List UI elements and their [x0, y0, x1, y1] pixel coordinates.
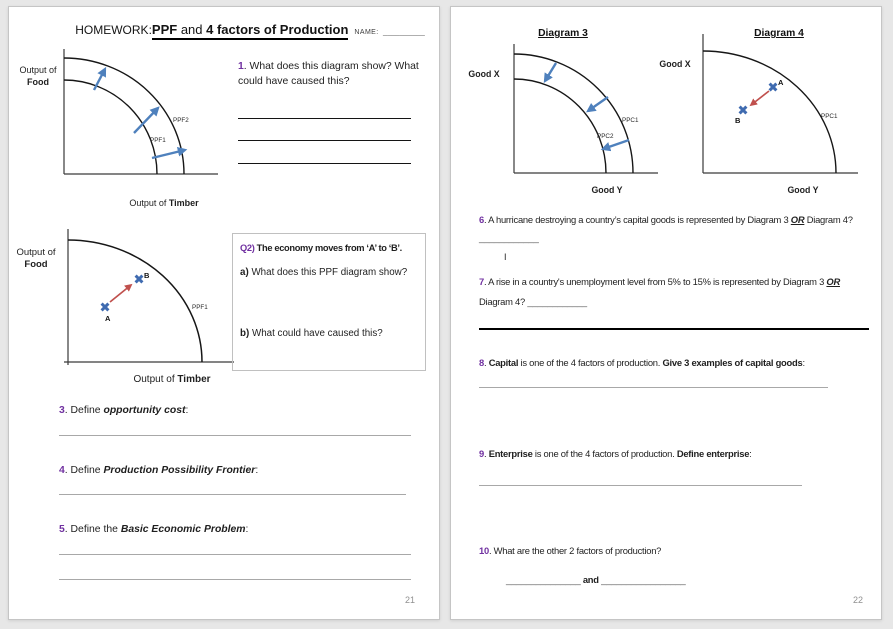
- d3-x-axis-label: Good Y: [591, 185, 623, 195]
- q4-number: 4: [59, 465, 65, 476]
- diagram-3-title: Diagram 3: [538, 28, 588, 39]
- d1-xlabel-bold: Timber: [168, 198, 199, 208]
- d4-x-axis-label: Good Y: [787, 185, 819, 195]
- d4-arrow-a-to-b: [751, 91, 769, 105]
- q9-mid: is one of the 4 factors of production.: [532, 448, 677, 459]
- d2-xlabel-pre: Output of: [133, 374, 178, 385]
- question-7: [479, 272, 840, 311]
- d2-point-a-marker: [102, 304, 109, 311]
- diagram-4-title: Diagram 4: [754, 28, 804, 39]
- q10-and: and: [580, 574, 602, 585]
- title-rest: 4 factors of Production: [206, 22, 349, 37]
- q5-answer-line-1: [59, 554, 411, 555]
- d2-curve-ppf1: [68, 240, 202, 362]
- q2-a-label: a): [240, 267, 249, 278]
- d2-label-b: B: [144, 271, 150, 280]
- q1-answer-line-3: [238, 163, 411, 164]
- q10-blank-1: _______________: [506, 574, 581, 585]
- d1-xlabel-pre: Output of: [129, 198, 169, 208]
- d1-axes: [64, 49, 218, 174]
- d2-y-axis-label: [13, 247, 59, 271]
- q2-b-text: What could have caused this?: [249, 328, 383, 339]
- homework-title: [69, 21, 431, 39]
- q7-answer-blank: ____________: [527, 295, 587, 307]
- q5-term: Basic Economic Problem: [120, 524, 246, 535]
- d3-arrow-middle: [588, 97, 608, 111]
- d4-label-a: A: [778, 78, 784, 87]
- d1-x-axis-label: [99, 197, 229, 209]
- q5-pre: . Define the: [64, 524, 121, 535]
- q4-pre: . Define: [64, 465, 104, 476]
- d3-curve-ppc1: [514, 54, 633, 173]
- q9-bold2: Define enterprise: [676, 448, 750, 459]
- question-10: [479, 545, 661, 556]
- q9-post: :: [749, 448, 752, 459]
- ppf-a-to-b-diagram: [58, 224, 244, 372]
- d1-curve-ppf2: [64, 58, 184, 174]
- d3-y-axis-label: Good X: [468, 69, 500, 79]
- q4-term: Production Possibility Frontier: [103, 465, 256, 476]
- q3-answer-line: [59, 435, 411, 436]
- q8-post: :: [802, 357, 805, 368]
- q9-number: 9: [479, 448, 484, 459]
- d4-label-b: B: [735, 116, 741, 125]
- section-divider: [479, 328, 869, 330]
- d3-label-ppc1: PPC1: [622, 117, 639, 124]
- q7-line-1: [479, 272, 840, 292]
- q7-line2-text: Diagram 4?: [479, 295, 528, 307]
- q10-answer-blanks: [506, 574, 686, 585]
- question-5: [59, 522, 248, 537]
- d2-label-ppf1: PPF1: [192, 304, 208, 311]
- q9-bold1: Enterprise: [488, 448, 533, 459]
- q5-answer-line-2: [59, 579, 411, 580]
- q3-term: opportunity cost: [103, 405, 186, 416]
- d2-point-b-marker: [136, 276, 143, 283]
- q7-pre: . A rise in a country's unemployment level from 5% to 15% is represented by Diagram 3: [483, 276, 827, 287]
- q2-title-text: The economy moves from ‘A’ to ‘B’.: [254, 243, 402, 253]
- d2-ylabel-line1: Output of: [16, 247, 56, 258]
- q5-number: 5: [59, 524, 65, 535]
- d3-axes: [514, 44, 658, 173]
- q4-post: :: [255, 465, 259, 476]
- stray-character: I: [504, 252, 507, 262]
- q2-part-a: [240, 266, 418, 279]
- q8-number: 8: [479, 357, 484, 368]
- q6-pre: . A hurricane destroying a country’s capital goods is represented by Diagram 3: [483, 214, 791, 225]
- q8-dot: .: [483, 357, 489, 368]
- name-blank: __________: [383, 27, 425, 36]
- q8-bold2: Give 3 examples of capital goods: [662, 357, 803, 368]
- q1-answer-line-2: [238, 140, 411, 141]
- ppf-outward-shift-diagram: [54, 44, 224, 184]
- d2-xlabel-bold: Timber: [177, 374, 211, 385]
- q7-number: 7: [479, 276, 484, 287]
- page-number-22: 22: [853, 595, 864, 605]
- question-4: [59, 463, 258, 478]
- d4-y-axis-label: Good X: [659, 59, 691, 69]
- question-6: [479, 214, 853, 225]
- d2-ylabel-line2: Food: [24, 259, 48, 270]
- question-9: [479, 448, 752, 459]
- q8-mid: is one of the 4 factors of production.: [518, 357, 663, 368]
- q2-title: [240, 242, 418, 255]
- question-2-box: [232, 233, 426, 371]
- q10-blank-2: _________________: [601, 574, 686, 585]
- q1-number: 1: [238, 61, 244, 72]
- d2-x-axis-label: [112, 374, 232, 386]
- q10-number: 10: [479, 545, 489, 556]
- q1-text: . What does this diagram show? What could have caused this?: [238, 61, 419, 87]
- d3-arrow-bottom: [603, 140, 629, 149]
- d1-arrow-bottom: [152, 150, 185, 158]
- d3-label-ppc2: PPC2: [597, 133, 614, 140]
- d1-curve-ppf1: [64, 80, 157, 174]
- q3-post: :: [185, 405, 189, 416]
- d3-arrow-top: [545, 63, 556, 81]
- page-number-21: 21: [405, 595, 416, 605]
- title-prefix: HOMEWORK:: [75, 23, 152, 37]
- q2-part-b: [240, 327, 418, 340]
- title-main: [152, 22, 349, 40]
- title-and: and: [177, 22, 207, 37]
- d1-label-ppf2: PPF2: [173, 117, 189, 124]
- q2-a-text: What does this PPF diagram show?: [248, 267, 408, 278]
- q2-b-label: b): [240, 328, 250, 339]
- q1-answer-line-1: [238, 118, 411, 119]
- d4-point-a-marker: [770, 84, 777, 91]
- question-8: [479, 357, 805, 368]
- q7-line-2: [479, 292, 840, 312]
- d3-curve-ppc2: [514, 79, 606, 173]
- q4-answer-line: [59, 494, 406, 495]
- q6-or: OR: [790, 214, 805, 225]
- q3-pre: . Define: [64, 405, 104, 416]
- d2-axes: [64, 229, 234, 365]
- q9-dot: .: [483, 448, 489, 459]
- d2-label-a: A: [105, 314, 111, 323]
- question-3: [59, 403, 188, 418]
- q7-or: OR: [826, 276, 840, 287]
- title-ppf: PPF: [151, 22, 178, 37]
- d2-arrow-a-to-b: [110, 285, 131, 302]
- q2-label: Q2): [240, 243, 255, 253]
- d1-label-ppf1: PPF1: [150, 137, 166, 144]
- d4-curve-ppc1: [703, 51, 836, 173]
- ppc-inward-shift-diagram: [504, 39, 664, 181]
- q5-post: :: [245, 524, 249, 535]
- d1-ylabel-line1: Output of: [19, 65, 57, 75]
- q6-number: 6: [479, 214, 484, 225]
- q6-post: Diagram 4?: [804, 214, 853, 225]
- worksheet-page-2: [450, 6, 882, 620]
- q10-text: . What are the other 2 factors of production?: [488, 545, 662, 556]
- d1-ylabel-line2: Food: [27, 77, 49, 87]
- worksheet-page-1: [8, 6, 440, 620]
- question-1: [238, 59, 422, 89]
- ppc-b-to-a-diagram: [693, 29, 863, 181]
- q3-number: 3: [59, 405, 65, 416]
- name-label: NAME:: [354, 29, 379, 36]
- d4-label-ppc1: PPC1: [821, 113, 838, 120]
- q9-answer-line: [479, 485, 802, 486]
- q6-answer-blank: ____________: [479, 232, 539, 243]
- q8-bold1: Capital: [488, 357, 519, 368]
- q8-answer-line: [479, 387, 828, 388]
- d4-point-b-marker: [740, 107, 747, 114]
